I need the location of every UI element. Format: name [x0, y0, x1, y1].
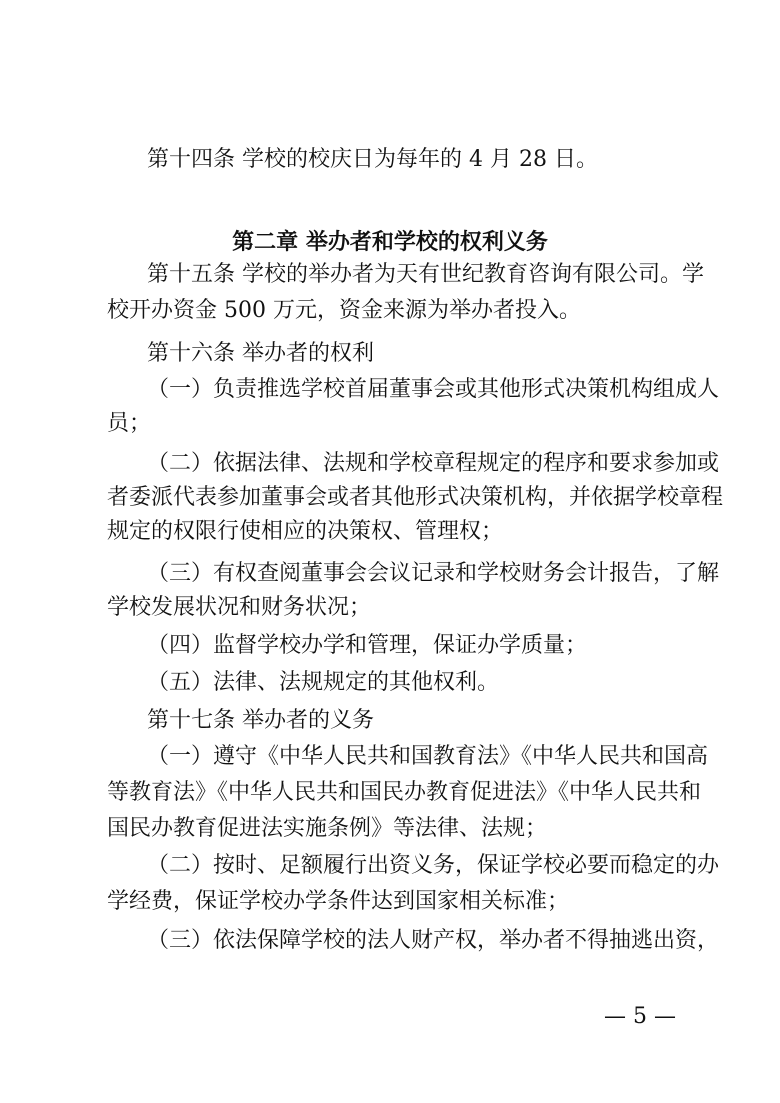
- article-15-line-2: 校开办资金 500 万元，资金来源为举办者投入。: [107, 298, 581, 323]
- article-16-item-2-line-2: 者委派代表参加董事会或者其他形式决策机构，并依据学校章程: [107, 485, 724, 510]
- article-16-item-4: （四）监督学校办学和管理，保证办学质量；: [147, 633, 588, 658]
- article-16-item-1-line-1: （一）负责推选学校首届董事会或其他形式决策机构组成人: [147, 377, 720, 402]
- article-17-item-1-line-1: （一）遵守《中华人民共和国教育法》《中华人民共和国高: [147, 744, 709, 769]
- article-17-item-2-line-2: 学经费，保证学校办学条件达到国家相关标准；: [107, 889, 570, 914]
- chapter-title: 第二章 举办者和学校的权利义务: [232, 229, 548, 255]
- article-15-line-1: 第十五条 学校的举办者为天有世纪教育咨询有限公司。学: [147, 262, 704, 287]
- article-16-heading: 第十六条 举办者的权利: [147, 341, 374, 366]
- article-17-item-2-line-1: （二）按时、足额履行出资义务，保证学校必要而稳定的办: [147, 853, 720, 878]
- article-16-item-3-line-2: 学校发展状况和财务状况；: [107, 595, 372, 620]
- article-16-item-5: （五）法律、法规规定的其他权利。: [147, 670, 500, 695]
- page-number: — 5 —: [604, 1004, 676, 1029]
- article-14: 第十四条 学校的校庆日为每年的 4 月 28 日。: [147, 147, 598, 172]
- article-17-item-1-line-2: 等教育法》《中华人民共和国民办教育促进法》《中华人民共和: [107, 780, 702, 805]
- article-16-item-1-line-2: 员；: [107, 411, 152, 436]
- article-16-item-2-line-3: 规定的权限行使相应的决策权、管理权；: [107, 519, 504, 544]
- article-16-item-2-line-1: （二）依据法律、法规和学校章程规定的程序和要求参加或: [147, 451, 720, 476]
- article-17-item-3-line-1: （三）依法保障学校的法人财产权，举办者不得抽逃出资，: [147, 928, 720, 953]
- article-17-heading: 第十七条 举办者的义务: [147, 708, 374, 733]
- article-17-item-1-line-3: 国民办教育促进法实施条例》等法律、法规；: [107, 816, 548, 841]
- article-16-item-3-line-1: （三）有权查阅董事会会议记录和学校财务会计报告，了解: [147, 561, 720, 586]
